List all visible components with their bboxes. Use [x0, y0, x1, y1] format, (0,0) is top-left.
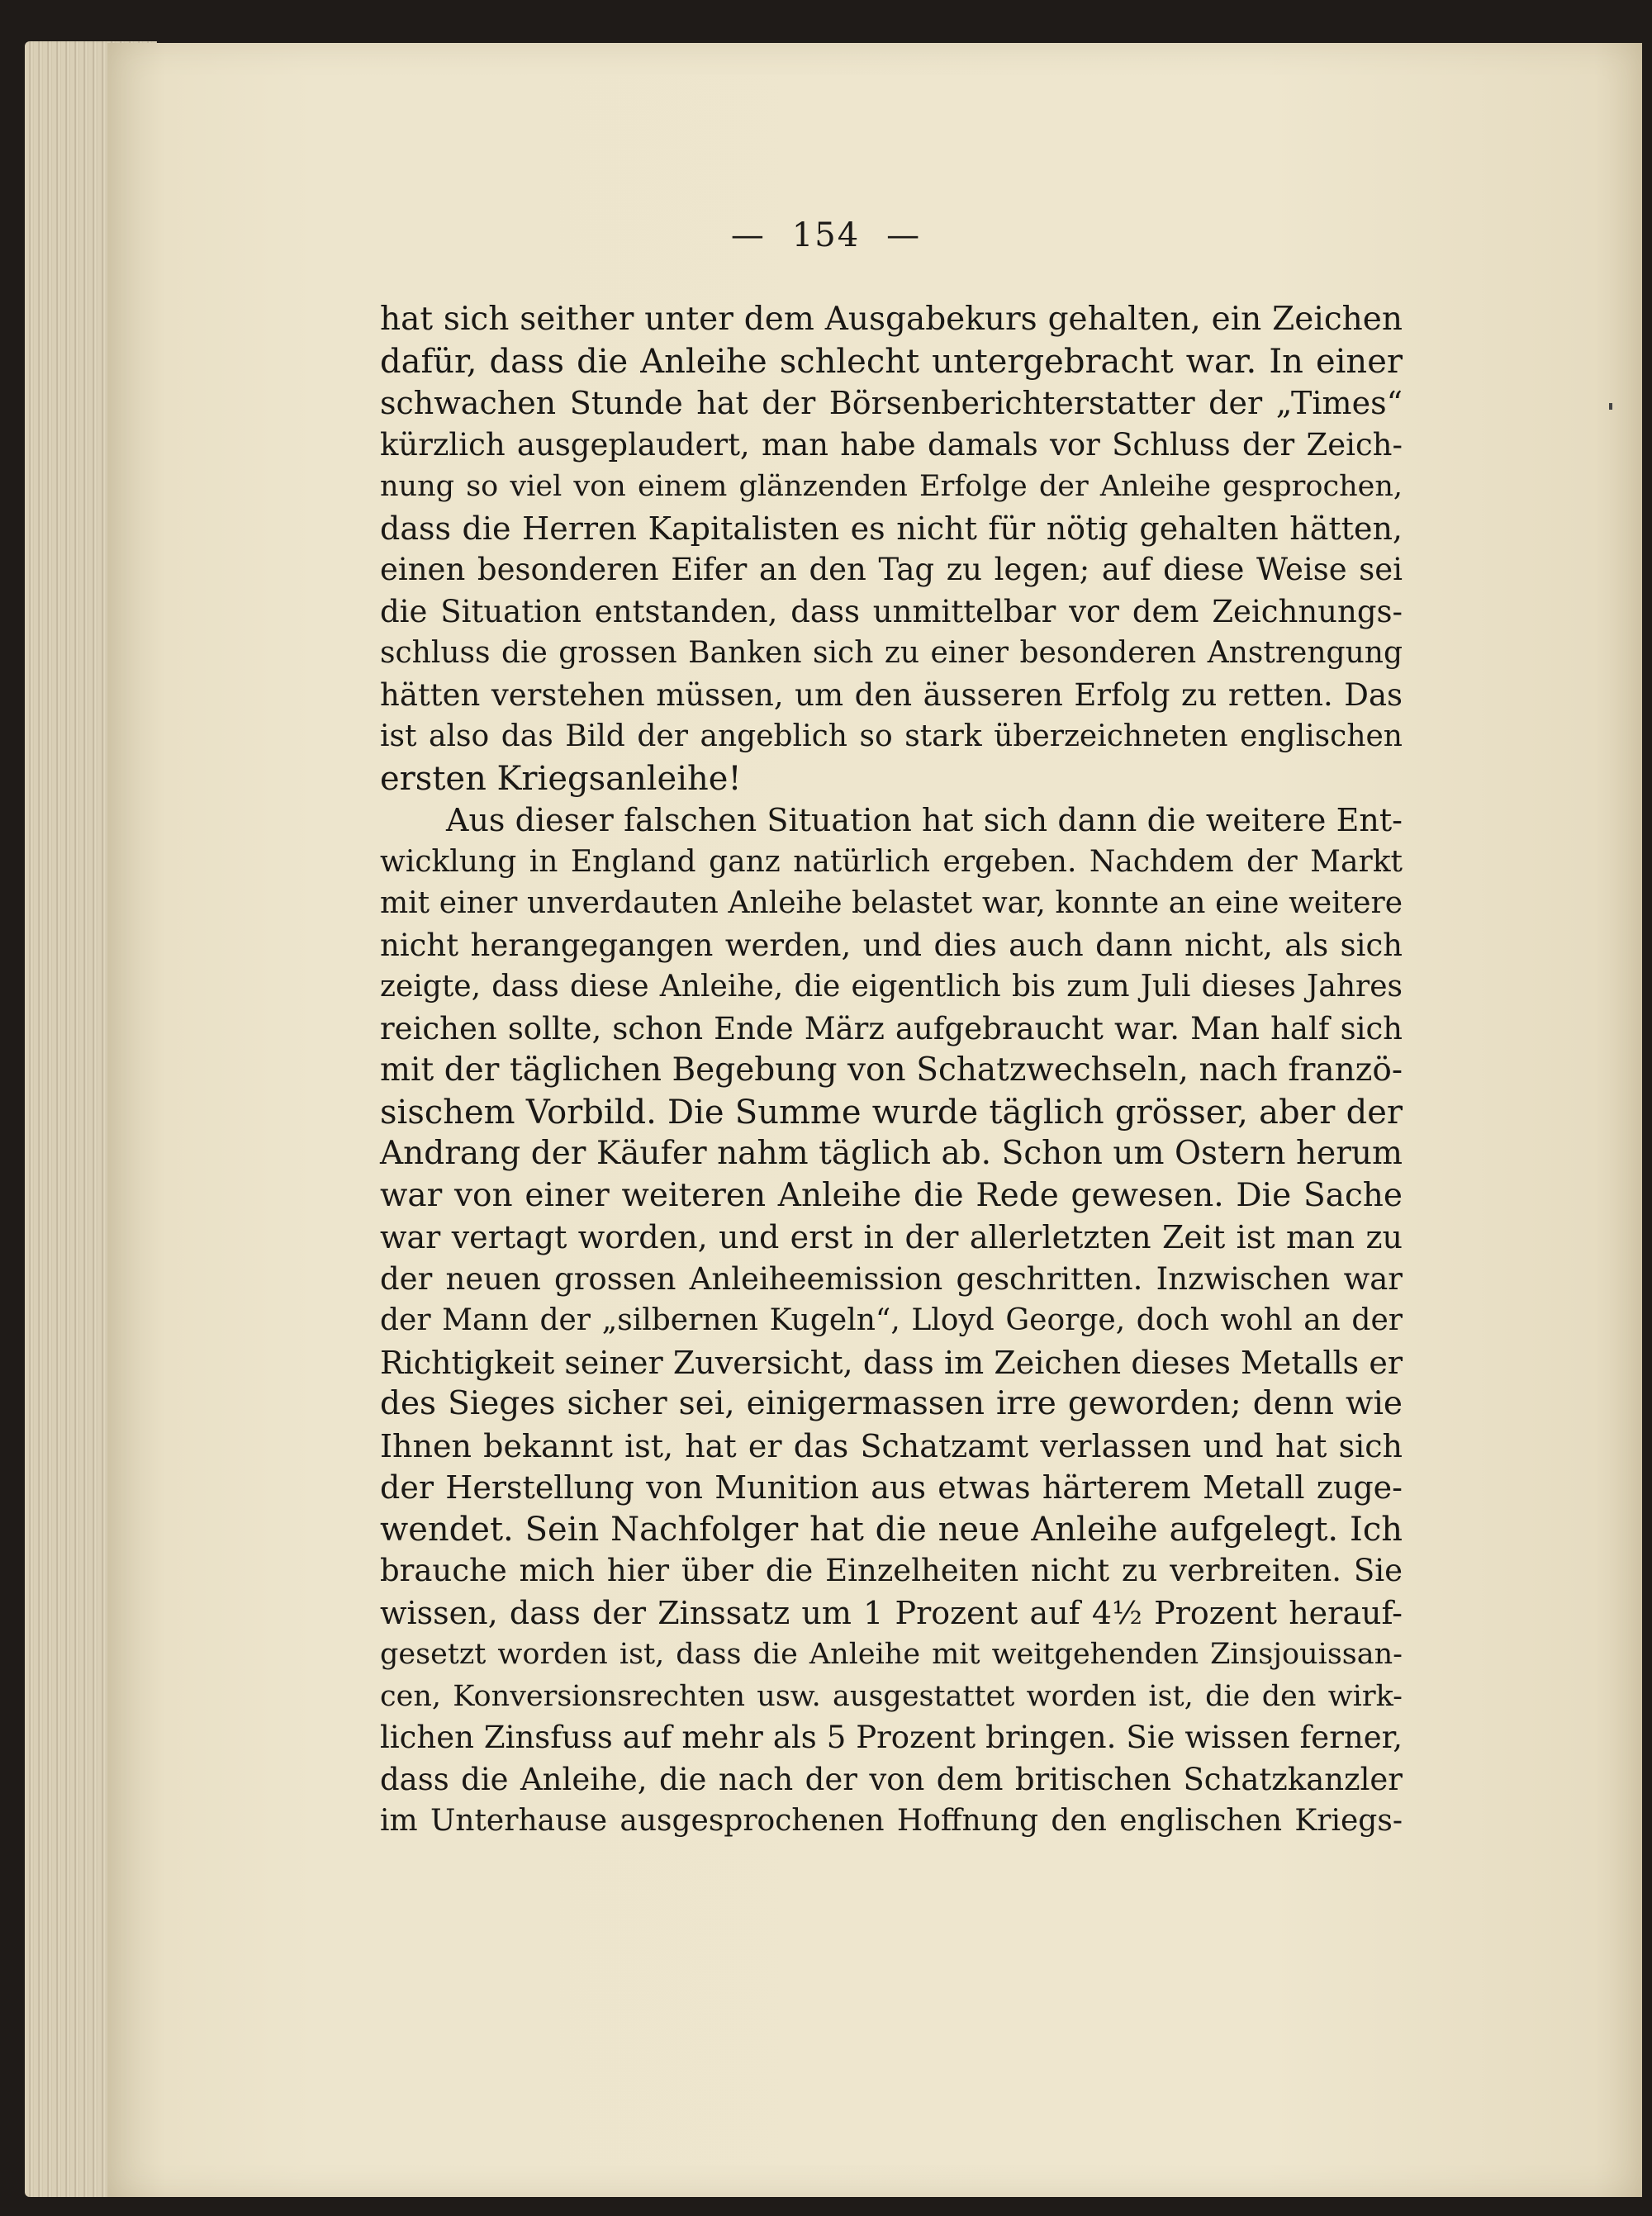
text-line: hätten verstehen müssen, um den äusseren Erfolg zu retten. Das: [380, 676, 1403, 713]
text-line: lichen Zinsfuss auf mehr als 5 Prozent bringen. Sie wissen ferner,: [380, 1720, 1403, 1755]
text-line: zeigte, dass diese Anleihe, die eigentlich bis zum Juli dieses Jahres: [380, 970, 1403, 1004]
text-line: war vertagt worden, und erst in der allerletzten Zeit ist man zu: [380, 1219, 1403, 1255]
page-number: 154: [791, 216, 861, 254]
text-line: mit der täglichen Begebung von Schatzwechseln, nach franzö-: [380, 1051, 1403, 1089]
text-line: Andrang der Käufer nahm täglich ab. Schon um Ostern herum: [380, 1135, 1403, 1172]
margin-mark: [1609, 403, 1612, 410]
text-line: Ihnen bekannt ist, hat er das Schatzamt verlassen und hat sich: [380, 1427, 1403, 1464]
body-text: [380, 299, 1403, 1843]
text-line: reichen sollte, schon Ende März aufgebraucht war. Man half sich: [380, 1010, 1403, 1046]
text-line: schwachen Stunde hat der Börsenberichterstatter der „Times“: [380, 385, 1403, 421]
text-line: wicklung in England ganz natürlich ergeben. Nachdem der Markt: [380, 844, 1403, 879]
text-line: schluss die grossen Banken sich zu einer besonderen Anstrengung: [380, 636, 1403, 670]
text-line: einen besonderen Eifer an den Tag zu legen; auf diese Weise sei: [380, 552, 1403, 587]
text-line: des Sieges sicher sei, einigermassen irre geworden; denn wie: [380, 1385, 1403, 1422]
text-line: nicht herangegangen werden, und dies auch dann nicht, als sich: [380, 927, 1403, 963]
text-line: dass die Anleihe, die nach der von dem britischen Schatzkanzler: [380, 1761, 1403, 1797]
text-line: der Herstellung von Munition aus etwas härterem Metall zuge-: [380, 1469, 1403, 1506]
text-line: ersten Kriegsanleihe!: [380, 759, 742, 798]
text-line: im Unterhause ausgesprochenen Hoffnung den englischen Kriegs-: [380, 1804, 1403, 1838]
text-line: mit einer unverdauten Anleihe belastet war, konnte an eine weitere: [380, 886, 1403, 920]
text-line: gesetzt worden ist, dass die Anleihe mit weitgehenden Zinsjouissan-: [380, 1638, 1403, 1671]
text-line: wissen, dass der Zinssatz um 1 Prozent auf 4½ Prozent herauf-: [380, 1594, 1403, 1631]
text-line: der neuen grossen Anleiheemission geschritten. Inzwischen war: [380, 1260, 1403, 1297]
text-line: kürzlich ausgeplaudert, man habe damals vor Schluss der Zeich-: [380, 426, 1403, 463]
page-number-header: [0, 216, 1652, 254]
text-line: sischem Vorbild. Die Summe wurde täglich grösser, aber der: [380, 1093, 1403, 1132]
text-line: ist also das Bild der angeblich so stark überzeichneten englischen: [380, 719, 1403, 753]
text-line: hat sich seither unter dem Ausgabekurs gehalten, ein Zeichen: [380, 301, 1403, 338]
header-dash-right: —: [886, 216, 922, 254]
header-dash-left: —: [730, 216, 766, 254]
text-line: cen, Konversionsrechten usw. ausgestattet worden ist, die den wirk-: [380, 1679, 1403, 1713]
text-line: Richtigkeit seiner Zuversicht, dass im Zeichen dieses Metalls er: [380, 1344, 1403, 1381]
text-line: Aus dieser falschen Situation hat sich dann die weitere Ent-: [446, 802, 1403, 838]
text-line: dafür, dass die Anleihe schlecht untergebracht war. In einer: [380, 342, 1403, 381]
text-line: war von einer weiteren Anleihe die Rede gewesen. Die Sache: [380, 1176, 1403, 1214]
text-line: dass die Herren Kapitalisten es nicht für nötig gehalten hätten,: [380, 510, 1403, 547]
text-line: wendet. Sein Nachfolger hat die neue Anleihe aufgelegt. Ich: [380, 1510, 1403, 1549]
text-line: nung so viel von einem glänzenden Erfolge der Anleihe gesprochen,: [380, 470, 1403, 503]
text-line: die Situation entstanden, dass unmittelbar vor dem Zeichnungs-: [380, 593, 1403, 629]
text-line: der Mann der „silbernen Kugeln“, Lloyd George, doch wohl an der: [380, 1303, 1403, 1337]
text-line: brauche mich hier über die Einzelheiten nicht zu verbreiten. Sie: [380, 1553, 1403, 1588]
